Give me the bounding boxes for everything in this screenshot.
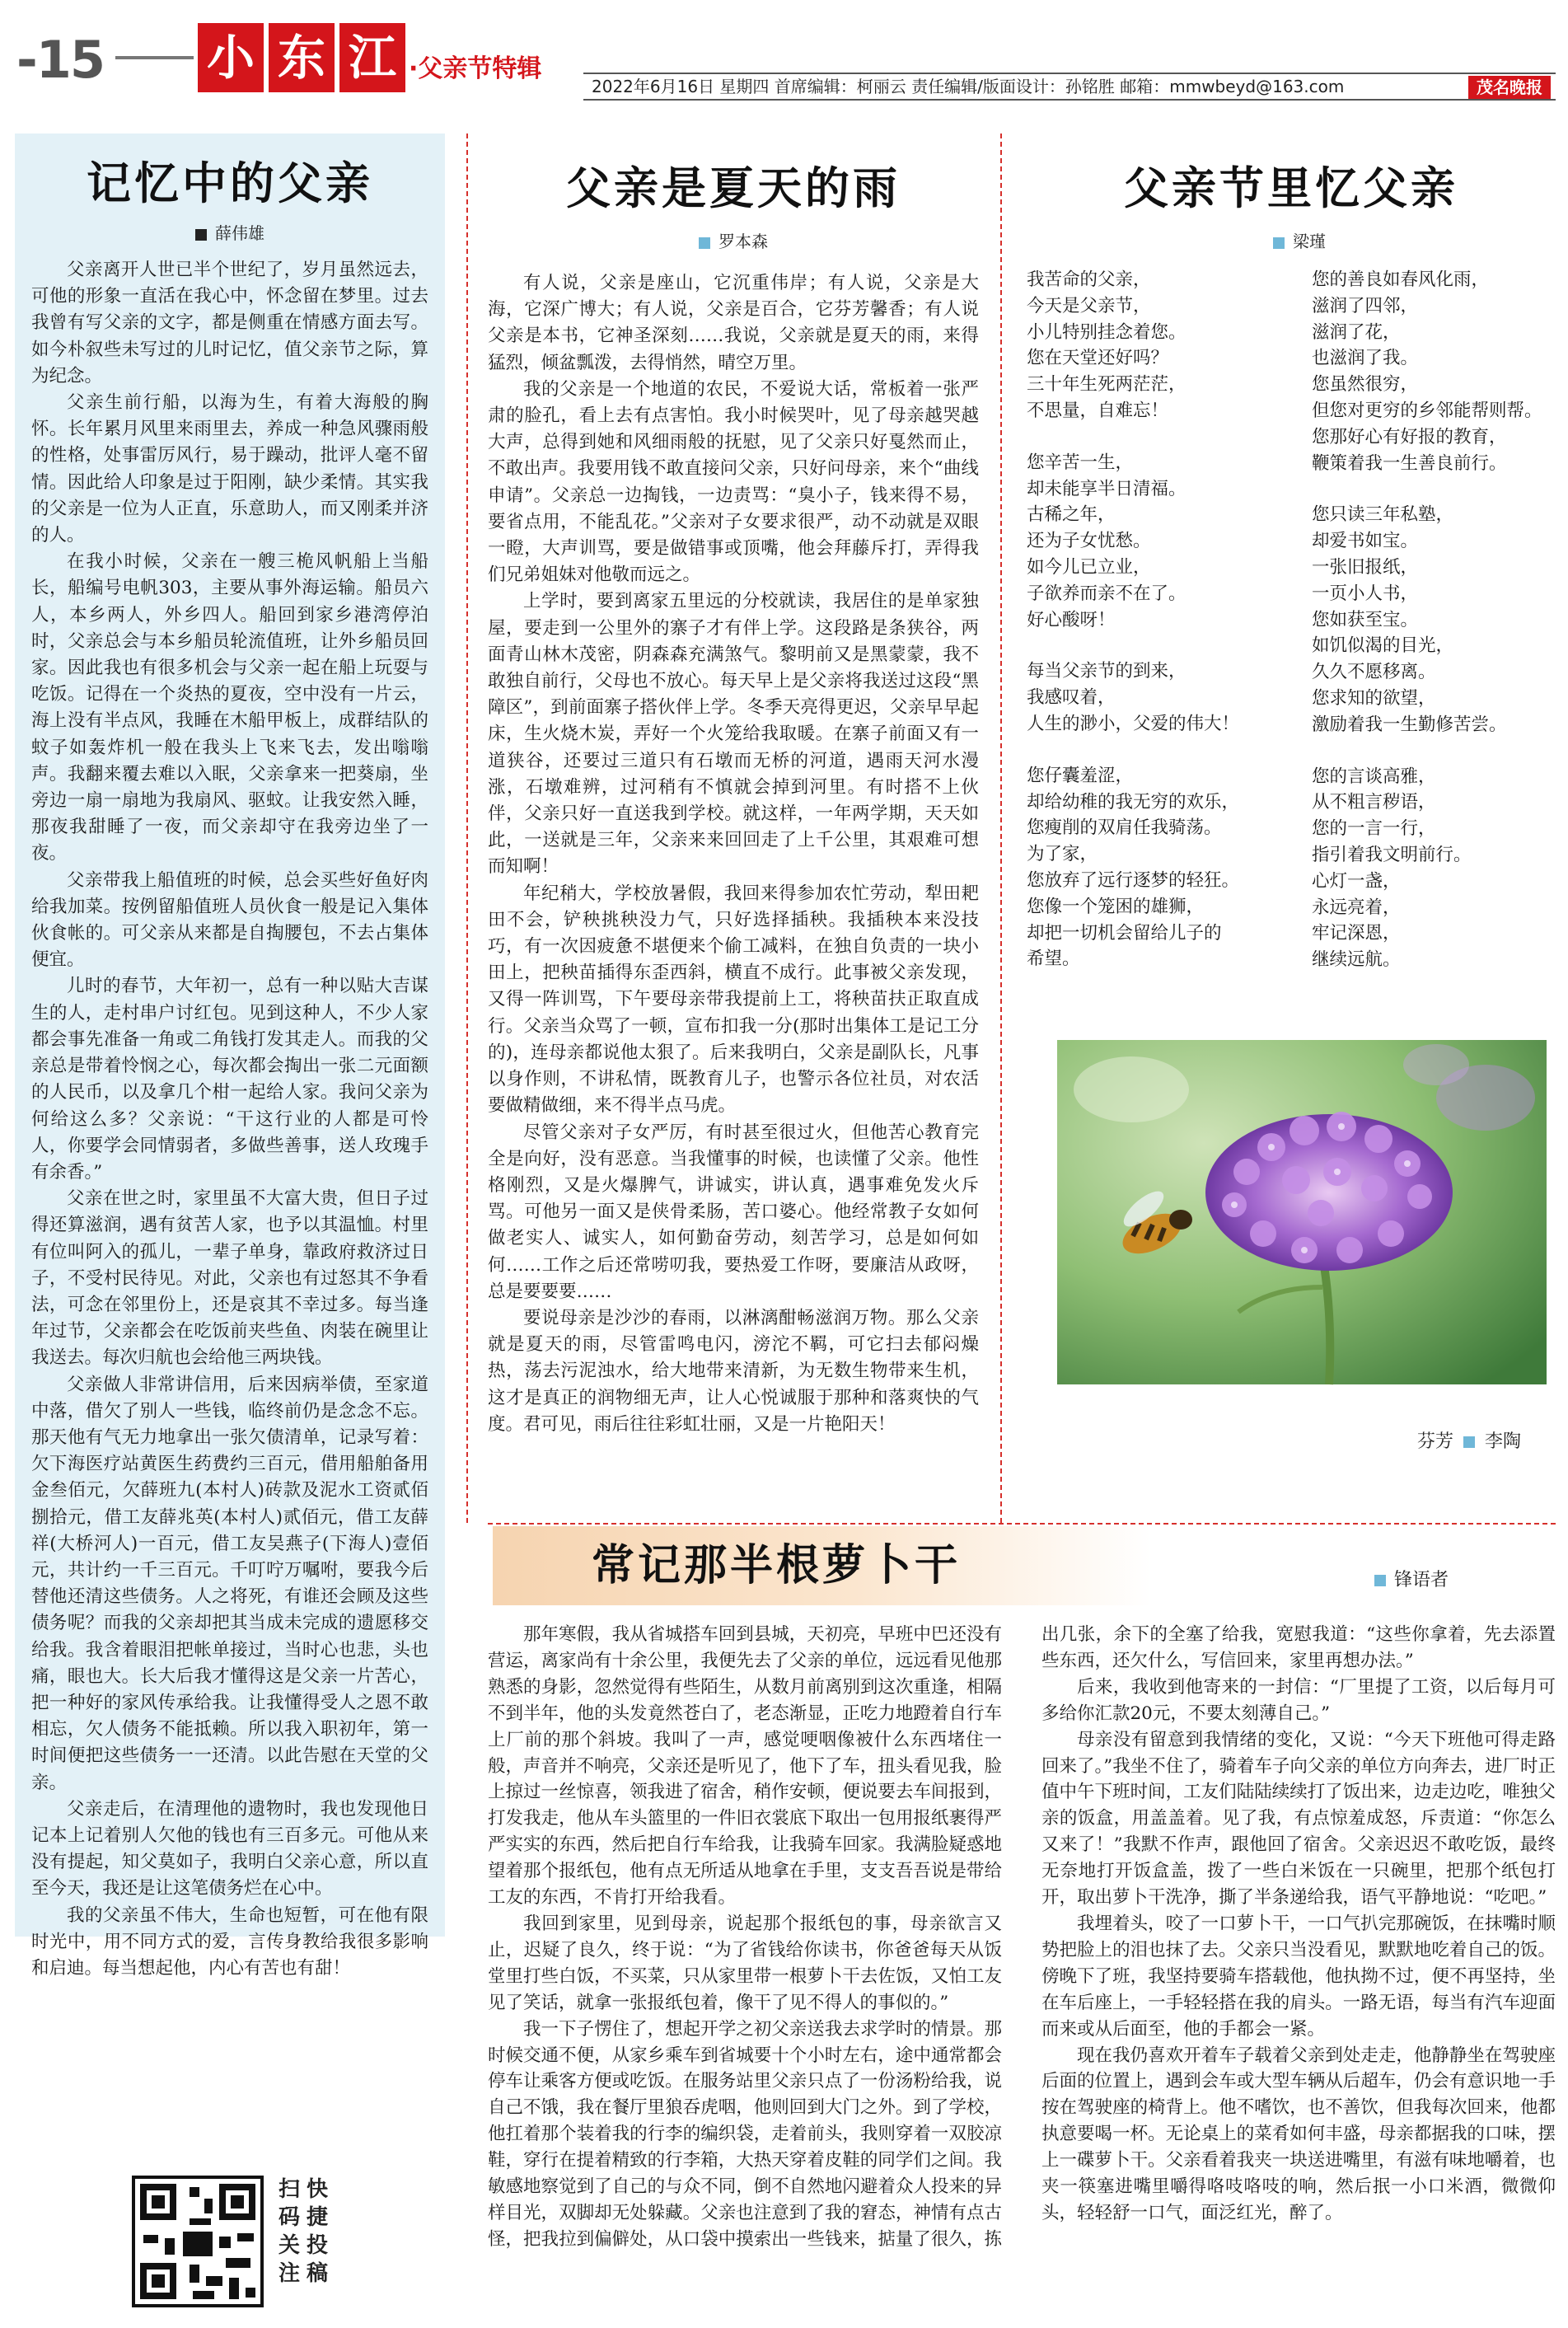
article-byline: [488, 228, 979, 252]
photo-bee-on-verbena: [1057, 1040, 1547, 1384]
poem-stanza: [1027, 763, 1266, 972]
poem-line: 您在天堂还好吗？: [1027, 348, 1169, 369]
paragraph: 父亲生前行船，以海为生，有着大海般的胸怀。长年累月风里来雨里去，养成一种急风骤雨般的性格，处事雷厉风行，易于躁动，批评人毫不留情。因此给人印象是过于阳刚，缺少柔情。其实我的父亲是一位为人正直，乐意助人，而又刚柔并济的人。: [31, 392, 428, 546]
poem-body: [1027, 267, 1556, 999]
byline-square-icon: [1374, 1575, 1386, 1586]
masthead: [0, 0, 1568, 99]
poem-line: 好心酸呀！: [1027, 609, 1116, 630]
poem-line: 小儿特别挂念着您。: [1027, 321, 1187, 343]
paragraph: 年纪稍大，学校放暑假，我回来得参加农忙劳动，犁田耙田不会，铲秧挑秧没力气，只好选择插秧。我插秧本来没技巧，有一次因疲惫不堪便来个偷工减料，在独自负责的一块小田上，把秧苗插得东歪西斜，横直不成行。此事被父亲发现，又得一阵训骂，下午要母亲带我提前上工，将秧苗扶正取直成行。父亲当众骂了一顿，宣布扣我一分(那时出集体工是记工分的)，连母亲都说他太狠了。后来我明白，父亲是副队长，凡事以身作则，不讲私情，既教育儿子，也警示各位社员，对农活要做精做细，来不得半点马虎。: [488, 883, 979, 1117]
qr-module: [237, 2233, 254, 2241]
article-author: 薛伟雄: [215, 223, 264, 243]
article-body: [31, 257, 428, 1982]
poem-line: 一张旧报纸，: [1312, 556, 1419, 578]
qr-module: [193, 2291, 214, 2299]
paragraph: 父亲在世之时，家里虽不大富大贵，但日子过得还算滋润，遇有贫苦人家，也予以其温恤。村里有位叫阿入的孤儿，一辈子单身，靠政府救济过日子，不受村民待见。对此，父亲也有过怒其不争看法，可念在邻里份上，还是哀其不幸过多。每当逢年过节，父亲都会在吃饭前夹些鱼、肉装在碗里让我送去。每次归航也会给他三两块钱。: [31, 1188, 428, 1369]
qr-finder-pattern: [140, 2184, 176, 2220]
paragraph: 我回到家里，见到母亲，说起那个报纸包的事，母亲欲言又止，迟疑了良久，终于说：“为了省钱给你读书，你爸爸每天从饭堂里打些白饭，不买菜，只从家里带一根萝卜干去佐饭，又怕工友见了笑话，就拿一张报纸包着，像干了见不得人的事似的。”: [488, 1913, 1002, 2013]
paragraph: 父亲做人非常讲信用，后来因病举债，至家道中落，借欠了别人一些钱，临终前仍是念念不忘。那天他有气无力地拿出一张欠债清单，记录写着：欠下海医疗站黄医生药费约三百元，借用船舶备用金叁佰元，欠薛班九(本村人)砖款及泥水工资贰佰捌拾元，借工友薛兆英(本村人)贰佰元，借工友薛祥(大桥河人)一百元，借工友吴燕子(下海人)壹佰元，共计约一千三百元。千叮咛万嘱咐，要我今后替他还清这些债务。人之将死，有谁还会顾及这些债务呢？而我的父亲却把其当成未完成的遗愿移交给我。我含着眼泪把帐单接过，当时心也悲，头也痛，眼也大。长大后我才懂得这是父亲一片苦心，把一种好的家风传承给我。让我懂得受人之恩不敢相忘，欠人债务不能抵赖。所以我入职初年，第一时间便把这些债务一一还清。以此告慰在天堂的父亲。: [31, 1374, 428, 1793]
poem-stanza: [1312, 502, 1551, 738]
poem-line: 您虽然很穷，: [1312, 374, 1419, 396]
paragraph: 有人说，父亲是座山，它沉重伟岸；有人说，父亲是大海，它深广博大；有人说，父亲是百合，它芬芳馨香；有人说父亲是本书，它神圣深刻……我说，父亲就是夏天的雨，来得猛烈，倾盆瓢泼，去得悄然，晴空万里。: [488, 273, 979, 373]
article-memory-of-father: [15, 133, 445, 1979]
poem-stanza: [1027, 450, 1266, 634]
poem-column-left: [1027, 267, 1266, 999]
poem-stanza: [1027, 658, 1266, 737]
paragraph: 上学时，要到离家五里远的分校就读，我居住的是单家独屋，要走到一公里外的寨子才有伴上学。这段路是条狭谷，两面青山林木茂密，阴森森充满煞气。黎明前又是黑蒙蒙，我不敢独自前行，父母也不放心。每天早上是父亲将我送过这段“黑障区”，到前面寨子搭伙伴上学。冬季天亮得更迟，父亲早早起床，生火烧木炭，弄好一个火笼给我取暖。在寨子前面又有一道狭谷，还要过三道只有石墩而无桥的河道，遇雨天河水漫涨，石墩难辨，过河稍有不慎就会掉到河里。有时搭不上伙伴，父亲只好一直送我到学校。就这样，一年两学期，天天如此，一送就是三年，父亲来来回回走了上千公里，其艰难可想而知啊！: [488, 591, 979, 878]
poem-stanza: [1312, 764, 1551, 973]
edition-info: 2022年6月16日 星期四 首席编辑：柯丽云 责任编辑/版面设计：孙铭胜 邮箱：mmwbeyd@163.com: [592, 77, 1345, 96]
poem-line: 您只读三年私塾，: [1312, 504, 1454, 526]
poem-line: 却未能享半日清福。: [1027, 478, 1187, 499]
paragraph: 我一下子愣住了，想起开学之初父亲送我去求学时的情景。那时候交通不便，从家乡乘车到省城要十个小时左右，途中通常都会停车让乘客方便或吃饭。在服务站里父亲只点了一份汤粉给我，说自己不饿，我在餐厅里狼吞虎咽，他则回到大门之外。到了学校，他扛着那个装着我的行李的编织袋，走着前头，我则穿着一双胶凉鞋，穿行在提着精致的行李箱，大热天穿着皮鞋的同学们之间。我敏感地察觉到了自己的与众不同，倒不自然地闪避着众人投来的异样目光，双脚却无处躲藏。父亲也注意到了我的窘态，神情有点古怪，把我拉到偏僻处，从口袋中摸索出一些钱来，掂量了很久，拣出几张，余下的全塞了给我，宽慰我道：“这些你拿着，先去添置些东西，还欠什么，写信回来，家里再想办法。”: [488, 1624, 1556, 2250]
paragraph: 母亲没有留意到我情绪的变化，又说：“今天下班他可得走路回来了。”我坐不住了，骑着车子向父亲的单位方向奔去，进厂时正值中午下班时间，工友们陆陆续续打了饭出来，边走边吃，唯独父亲的饭盒，用盖盖着。见了我，有点惊羞成怒，斥责道：“你怎么又来了！”我默不作声，跟他回了宿舍。父亲迟迟不敢吃饭，最终无奈地打开饭盒盖，拨了一些白米饭在一只碗里，把那个纸包打开，取出萝卜干洗净，撕了半条递给我，语气平静地说：“吃吧。”: [1041, 1729, 1556, 1909]
poem-line: 今天是父亲节，: [1027, 295, 1151, 316]
poem-line: 子欲养而亲不在了。: [1027, 583, 1187, 604]
poem-line: 每当父亲节的到来，: [1027, 661, 1187, 682]
paragraph: 父亲走后，在清理他的遗物时，我也发现他日记本上记着别人欠他的钱也有三百多元。可他从来没有提起，知父莫如子，我明白父亲心意，所以直至今天，我还是让这笔债务烂在心中。: [31, 1798, 428, 1899]
photo-title: 芬芳: [1417, 1431, 1454, 1452]
qr-caption-follow: 快捷投稿: [307, 2177, 329, 2286]
page-number: [16, 30, 104, 90]
qr-module: [246, 2288, 255, 2298]
qr-module: [204, 2199, 213, 2213]
column-divider: [466, 133, 468, 1523]
poem-line: 如今儿已立业，: [1027, 556, 1151, 578]
qr-module: [190, 2218, 211, 2225]
qr-module: [229, 2278, 239, 2299]
edition-info-bar: [583, 73, 1556, 101]
poem-byline: [1027, 228, 1556, 252]
poem-line: 却给幼稚的我无穷的欢乐，: [1027, 791, 1240, 813]
qr-module: [165, 2238, 175, 2255]
column-char: 小: [198, 23, 264, 92]
qr-module: [143, 2235, 158, 2243]
poem-title: 父亲节里忆父亲: [1124, 162, 1458, 214]
paragraph: 父亲离开人世已半个世纪了，岁月虽然远去，可他的形象一直活在我心中，怀念留在梦里。过去我曾有写父亲的文字，都是侧重在情感方面去写。如今朴叙些未写过的儿时记忆，值父亲节之际，算为纪念。: [31, 260, 428, 386]
qr-caption: [278, 2176, 328, 2288]
qr-module: [206, 2276, 222, 2286]
poem-line: 滋润了四邻，: [1312, 295, 1419, 316]
column-divider: [1000, 133, 1002, 1523]
poem-column-right: [1312, 267, 1551, 999]
paragraph: 后来，我收到他寄来的一封信：“厂里提了工资，以后每月可多给你汇款20元，不要太刻薄自己。”: [1041, 1676, 1556, 1724]
byline-square-icon: [699, 237, 710, 249]
poem-line: 指引着我文明前行。: [1312, 844, 1472, 865]
column-char: 东: [269, 23, 335, 92]
paragraph: 我的父亲是一个地道的农民，不爱说大话，常板着一张严肃的脸孔，看上去有点害怕。我小时候哭叶，见了母亲越哭越大声，总得到她和风细雨般的抚慰，见了父亲只好戛然而止，不敢出声。我要用钱不敢直接问父亲，只好问母亲，来个“曲线申请”。父亲总一边掏钱，一边责骂：“臭小子，钱来得不易，要省点用，不能乱花。”父亲对子女要求很严，动不动就是双眼一瞪，大声训骂，要是做错事或顶嘴，他会拜藤斥打，弄得我们兄弟姐妹对他敬而远之。: [488, 378, 979, 586]
paragraph: 我的父亲虽不伟大，生命也短暂，可在他有限时光中，用不同方式的爱，言传身教给我很多影响和启迪。每当想起他，内心有苦也有甜！: [31, 1904, 428, 1979]
poem-line: 您仔囊羞涩，: [1027, 765, 1134, 786]
article-body: [488, 1622, 1556, 2322]
article-byline: [1374, 1566, 1449, 1591]
photo-author: 李陶: [1485, 1431, 1522, 1452]
qr-module: [190, 2187, 199, 2197]
qr-module: [226, 2258, 250, 2268]
section-divider: [488, 1523, 1556, 1525]
poem-line: 激励着我一生勤修苦尝。: [1312, 714, 1507, 735]
newspaper-logo: 茂名晚报: [1468, 76, 1551, 99]
poem-line: 久久不愿移离。: [1312, 662, 1436, 683]
paragraph: 那年寒假，我从省城搭车回到县城，天初亮，早班中巴还没有营运，离家尚有十余公里，我便先去了父亲的单位，远远看见他那熟悉的身影，忽然觉得有些陌生，从数月前离别到这次重逢，相隔不到半年，他的头发竟然苍白了，老态渐显，正吃力地蹬着自行车上厂前的那个斜坡。我叫了一声，感觉哽咽像被什么东西堵住一般，声音并不响亮，父亲还是听见了，他下了车，扭头看见我，脸上掠过一丝惊喜，领我进了宿舍，稍作安顿，便说要去车间报到，打发我走，他从车头篮里的一件旧衣裳底下取出一包用报纸裹得严严实实的东西，然后把自行车给我，让我骑车回家。我满脸疑惑地望着那个报纸包，他有点无所适从地拿在手里，支支吾吾说是带给工友的东西，不肯打开给我看。: [488, 1624, 1002, 1909]
article-body: [488, 270, 979, 1438]
poem-line: 您的言谈高雅，: [1312, 766, 1436, 787]
poem-line: 牢记深恩，: [1312, 923, 1401, 944]
paragraph: 在我小时候，父亲在一艘三桅风帆船上当船长，船编号电帆303，主要从事外海运输。船员六人，本乡两人，外乡四人。船回到家乡港湾停泊时，父亲总会与本乡船员轮流值班，让外乡船员回家。因此我也有很多机会与父亲一起在船上玩耍与吃饭。记得在一个炎热的夏夜，空中没有一片云，海上没有半点风，我睡在木船甲板上，成群结队的蚊子如轰炸机一般在我头上飞来飞去，发出嗡嗡声。我翻来覆去难以入眠，父亲拿来一把葵扇，坐旁边一扇一扇地为我扇风、驱蚊。让我安然入睡，那夜我甜睡了一夜，而父亲却守在我旁边坐了一夜。: [31, 551, 428, 864]
poem-line: 您放弃了远行逐梦的轻狂。: [1027, 869, 1240, 891]
paragraph: 父亲带我上船值班的时候，总会买些好鱼好肉给我加菜。按例留船值班人员伙食一般是记入集体伙食帐的。可父亲从来都是自掏腰包，不去占集体便宜。: [31, 869, 428, 971]
qr-module: [190, 2265, 199, 2283]
byline-square-icon: [1273, 237, 1285, 249]
poem-line: 您辛苦一生，: [1027, 452, 1134, 473]
caption-square-icon: [1463, 1436, 1475, 1448]
poem-line: 却把一切机会留给儿子的: [1027, 922, 1222, 944]
poem-line: 一页小人书，: [1312, 583, 1419, 604]
paragraph: 尽管父亲对子女严厉，有时甚至很过火，但他苦心教育完全是向好，没有恶意。当我懂事的时候，也读懂了父亲。他性格刚烈，又是火爆脾气，讲诚实，讲认真，遇事难免发火斥骂。可他另一面又是侠骨柔肠，苦口婆心。他经常教子女如何做老实人、诚实人，如何勤奋劳动，刻苦学习，总是如何如何……工作之后还常唠叨我，要热爱工作呀，要廉洁从政呀，总是要要要……: [488, 1122, 979, 1302]
photo-caption: [1417, 1427, 1521, 1453]
poem-line: 鞭策着我一生善良前行。: [1312, 452, 1507, 474]
article-byline: [31, 220, 428, 244]
flower-bee-image: [1057, 1040, 1547, 1384]
poem-line: 您那好心有好报的教育，: [1312, 426, 1507, 447]
poem-line: 我感叹着，: [1027, 687, 1116, 709]
qr-code[interactable]: [132, 2176, 264, 2307]
poem-line: 希望。: [1027, 949, 1080, 970]
poem-line: 却爱书如宝。: [1312, 531, 1419, 552]
poem-line: 三十年生死两茫茫，: [1027, 374, 1187, 396]
poem-line: 还为子女忧愁。: [1027, 531, 1151, 552]
article-title: 父亲是夏天的雨: [566, 162, 901, 214]
poem-stanza: [1027, 267, 1266, 424]
poem-line: 您的一言一行，: [1312, 818, 1436, 840]
poem-line: 我苦命的父亲，: [1027, 269, 1151, 290]
poem-line: 古稀之年，: [1027, 504, 1116, 526]
paragraph: 儿时的春节，大年初一，总有一种以贴大吉谋生的人，走村串户讨红包。见到这种人，不少人家都会事先准备一角或二角钱打发其走人。而我的父亲总是带着怜悯之心，每次都会掏出一张二元面额的人民币，以及拿几个柑一起给人家。我问父亲为何给这么多？父亲说：“干这行业的人都是可怜人，你要学会同情弱者，多做些善事，送人玫瑰手有余香。”: [31, 976, 428, 1183]
qr-module: [183, 2232, 213, 2256]
special-issue-label: ·父亲节特辑: [409, 54, 542, 83]
poem-line: 从不粗言秽语，: [1312, 792, 1436, 813]
page-number-value: 15: [35, 30, 105, 90]
qr-module: [219, 2237, 231, 2248]
poem-line: 如饥似渴的目光，: [1312, 635, 1454, 657]
byline-square-icon: [195, 229, 207, 241]
article-father-summer-rain: [488, 133, 979, 1510]
poem-line: 不思量，自难忘！: [1027, 400, 1169, 421]
poem-line: 继续远航。: [1312, 949, 1401, 971]
article-author: 罗本森: [718, 232, 768, 251]
poem-line: 滋润了花，: [1312, 321, 1401, 343]
poem-stanza: [1312, 267, 1551, 476]
poem-line: 为了家，: [1027, 844, 1098, 865]
poem-remember-father: [1027, 133, 1556, 991]
article-author: 锋语者: [1394, 1570, 1449, 1590]
poem-line: 您求知的欲望，: [1312, 687, 1436, 709]
page-divider: [115, 56, 194, 59]
poem-line: 您如获至宝。: [1312, 609, 1419, 630]
paragraph: 要说母亲是沙沙的春雨，以淋漓酣畅滋润万物。那么父亲就是夏天的雨，尽管雷鸣电闪，滂沱不羁，可它扫去郁闷燥热，荡去污泥浊水，给大地带来清新，为无数生物带来生机，这才是真正的润物细无声，让人心悦诚服于那种和落爽快的气度。君可见，雨后往往彩虹壮丽，又是一片艳阳天！: [488, 1307, 979, 1435]
article-title: 常记那半根萝卜干: [592, 1540, 962, 1590]
poem-line: 心灯一盏，: [1312, 870, 1401, 892]
column-name-badge: [198, 23, 410, 92]
poem-line: 您的善良如春风化雨，: [1312, 269, 1490, 290]
page-number-prefix: -: [16, 30, 36, 90]
poem-author: 梁瑾: [1293, 232, 1326, 251]
paragraph: 我埋着头，咬了一口萝卜干，一口气扒完那碗饭，在抹嘴时顺势把脸上的泪也抹了去。父亲只当没看见，默默地吃着自己的饭。傍晚下了班，我坚持要骑车搭载他，他执拗不过，便不再坚持，坐在车后座上，一手轻轻搭在我的肩头。一路无语，每当有汽车迎面而来或从后面至，他的手都会一紧。: [1041, 1913, 1556, 2040]
qr-finder-pattern: [140, 2263, 176, 2299]
column-char: 江: [339, 23, 405, 92]
article-banner: [493, 1526, 1152, 1605]
poem-line: 您瘦削的双肩任我骑荡。: [1027, 817, 1222, 839]
qr-caption-submit: 扫码关注: [278, 2177, 301, 2286]
article-title: 记忆中的父亲: [87, 157, 373, 209]
poem-line: 永远亮着，: [1312, 897, 1401, 918]
poem-line: 您像一个笼困的雄狮，: [1027, 896, 1205, 917]
qr-finder-pattern: [219, 2184, 255, 2220]
poem-line: 也滋润了我。: [1312, 348, 1419, 369]
paragraph: 现在我仍喜欢开着车子载着父亲到处走走，他静静坐在驾驶座后面的位置上，遇到会车或大型车辆从后超车，仍会有意识地一手按在驾驶座的椅背上。他不嗜饮，也不善饮，但我每次回来，他都执意要喝一杯。无论桌上的菜肴如何丰盛，母亲都据我的口味，摆上一碟萝卜干。父亲看着我夹一块送进嘴里，有滋有味地嚼着，也夹一筷塞进嘴里嚼得咯吱咯吱的响，然后抿一小口米酒，微微仰头，轻轻舒一口气，面泛红光，醉了。: [1041, 2045, 1556, 2223]
poem-line: 人生的渺小，父爱的伟大！: [1027, 713, 1240, 734]
poem-line: 但您对更穷的乡邻能帮则帮。: [1312, 400, 1542, 421]
